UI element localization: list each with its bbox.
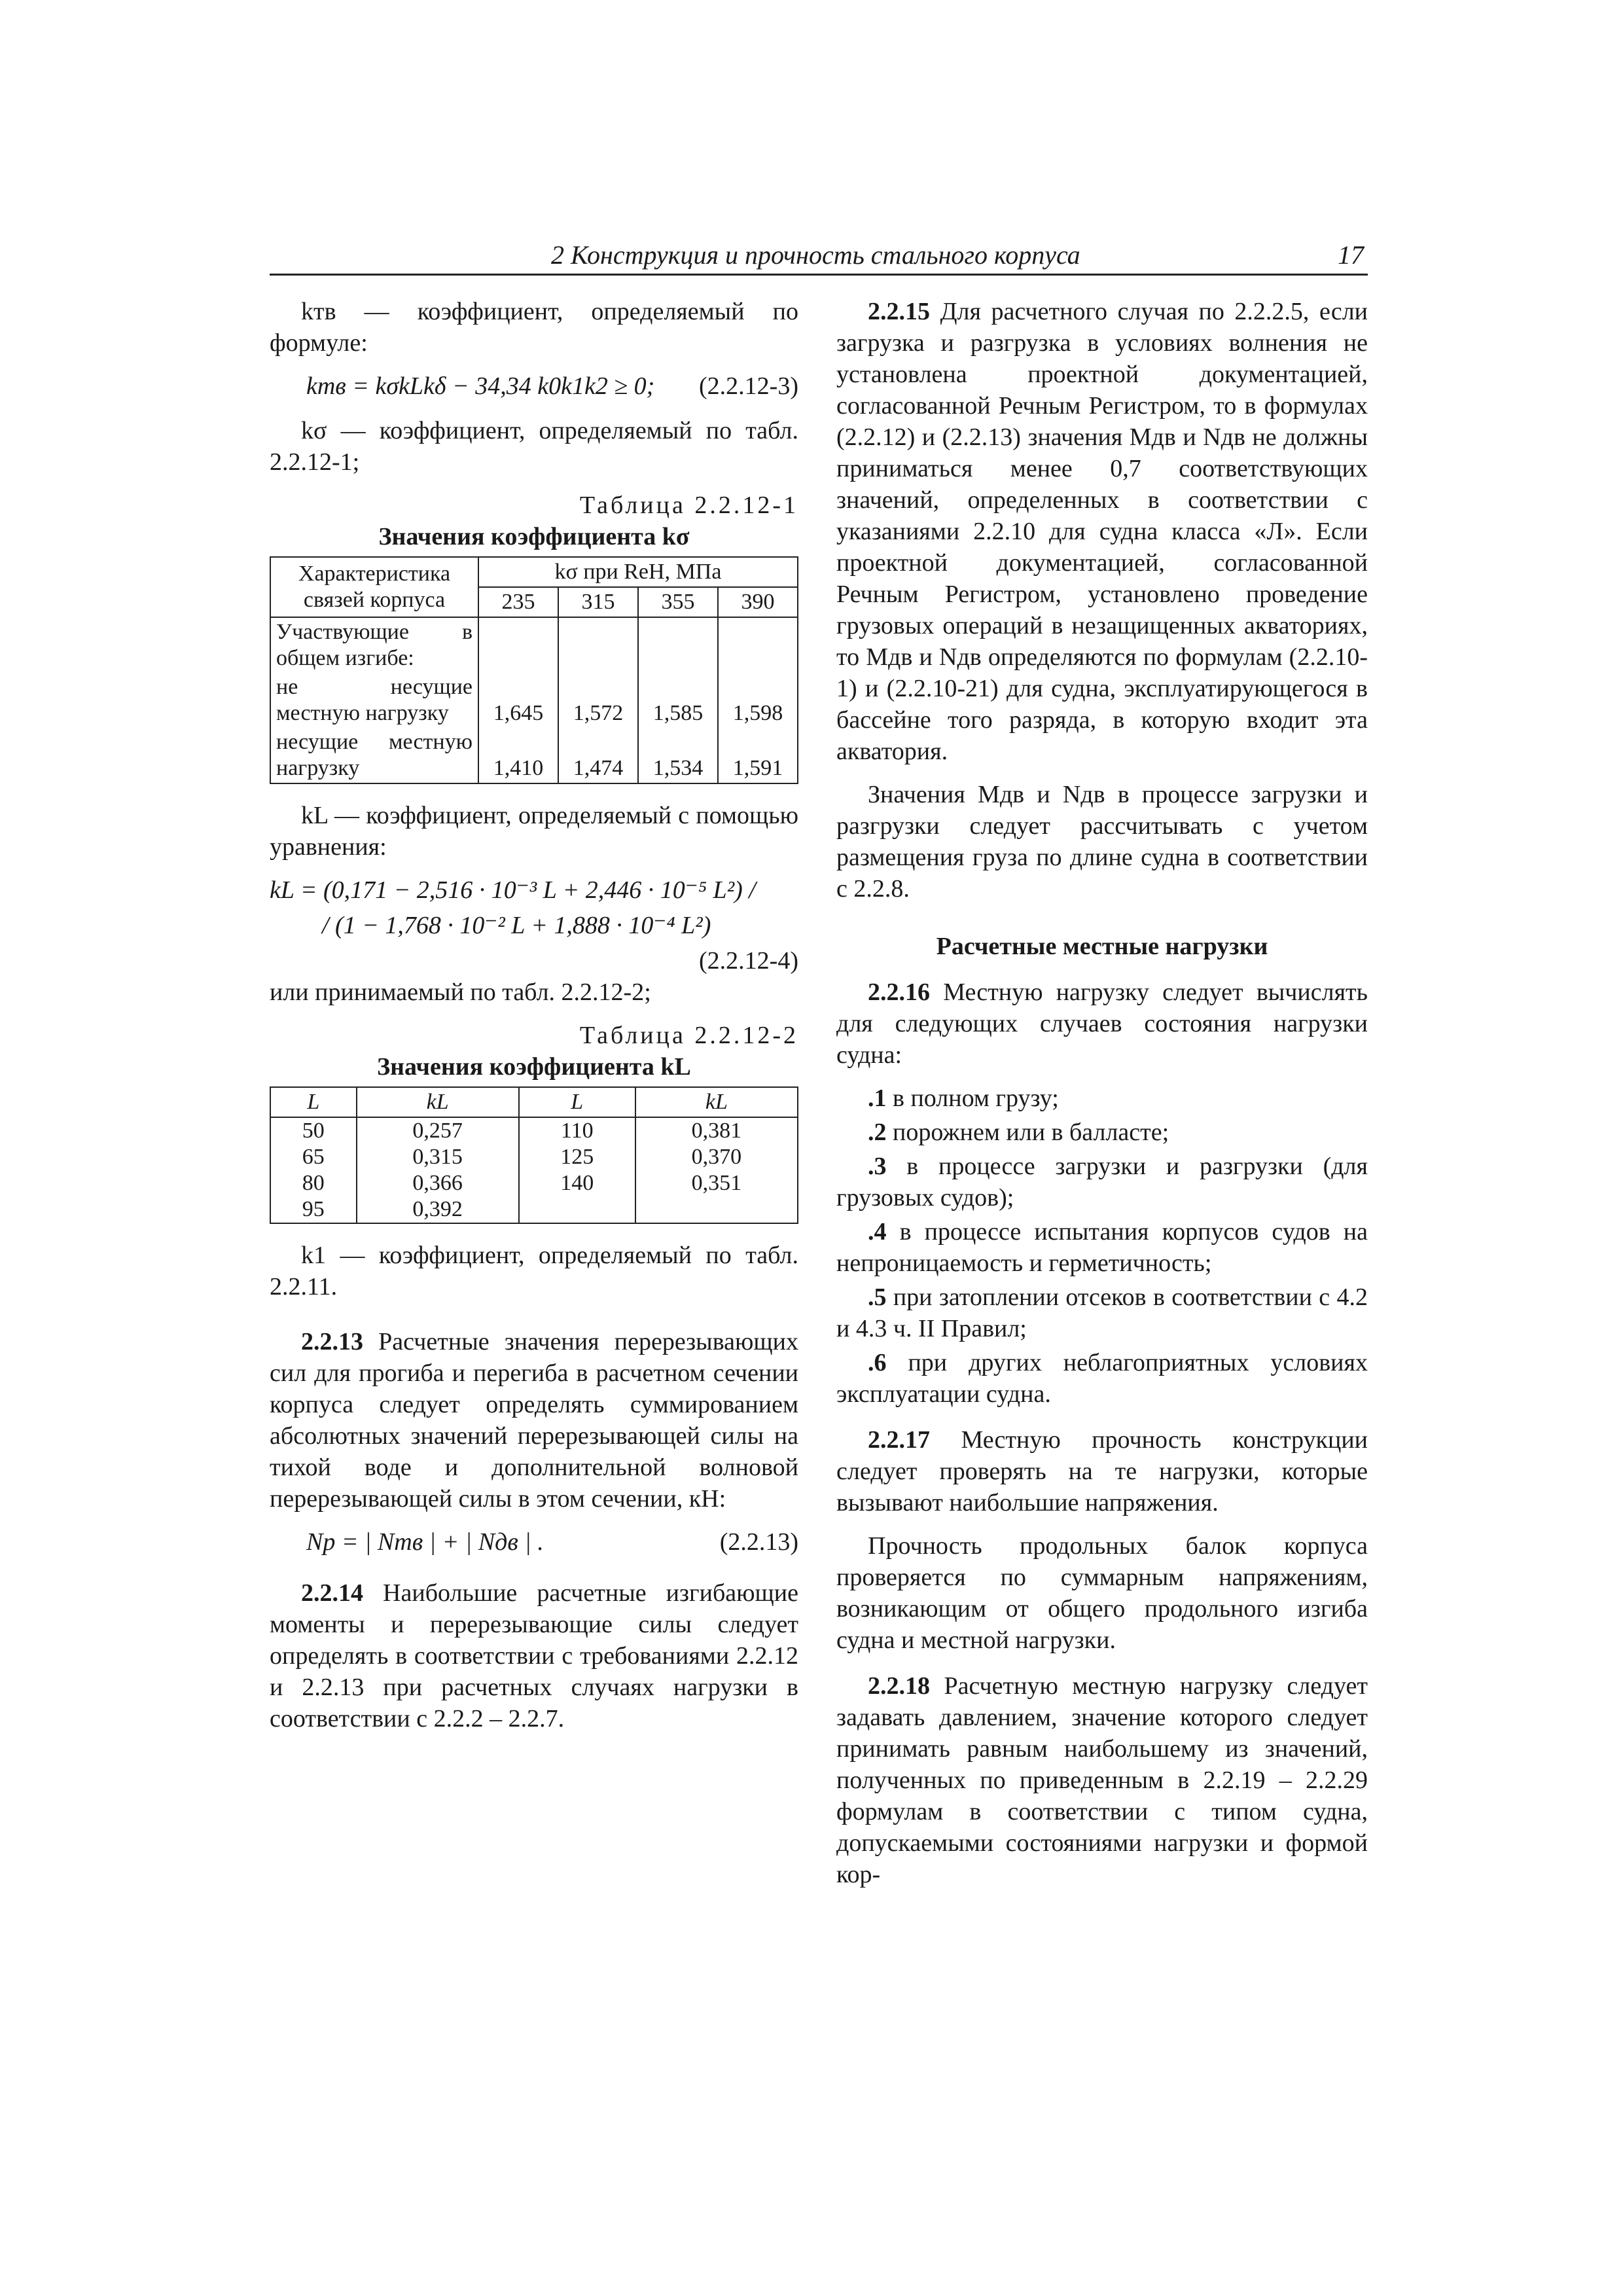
table-header-cell: 390 xyxy=(718,587,798,617)
table-cell: 1,591 xyxy=(718,728,798,783)
left-column xyxy=(270,296,798,1746)
table-cell: 50 xyxy=(270,1117,357,1144)
table-title-1: Значения коэффициента kσ xyxy=(378,523,690,550)
section-2-2-18: 2.2.18 Расчетную местную нагрузку следует задавать давлением, значение которого следует принимать равным наибольшему из значений, полученных по приведенным в 2.2.19 – 2.2.29 формулам в соответствии с типом судна, допускаемыми состояниями нагрузки и формой кор- xyxy=(836,1672,1368,1888)
section-2-2-17: 2.2.17 Местную прочность конструкции следует проверять на те нагрузки, которые вызывают наибольшие напряжения. xyxy=(836,1426,1368,1516)
table-header-cell: kL xyxy=(635,1087,798,1117)
table-row xyxy=(270,673,798,728)
table-cell: 0,257 xyxy=(357,1117,519,1144)
formula-2-2-12-4-line2: / (1 − 1,768 · 10⁻² L + 1,888 · 10⁻⁴ L²) xyxy=(322,912,711,939)
table-cell: не несущие местную нагрузку xyxy=(270,673,478,728)
table-cell: 1,474 xyxy=(558,728,638,783)
running-header xyxy=(270,240,1368,276)
list-item: .3 в процессе загрузки и разгрузки (для грузовых судов); xyxy=(836,1153,1368,1211)
table-cell: 1,534 xyxy=(638,728,718,783)
table-cell: 65 xyxy=(270,1144,357,1170)
paragraph-2-2-15-b: Значения Mдв и Nдв в процессе загрузки и разгрузки следует рассчитывать с учетом размещения груза по длине судна в соответствии с 2.2.8. xyxy=(836,781,1368,903)
table-row xyxy=(270,1170,798,1196)
paragraph-or: или принимаемый по табл. 2.2.12-2; xyxy=(270,978,651,1006)
chapter-title: 2 Конструкция и прочность стального корпуса xyxy=(551,240,1080,270)
table-cell: 0,315 xyxy=(357,1144,519,1170)
list-item: .1 в полном грузу; xyxy=(868,1085,1059,1112)
formula-2-2-12-3: kтв = kσkLkδ − 34,34 k0k1k2 ≥ 0; (2.2.12-3) xyxy=(306,372,798,400)
paragraph-2-2-17-b: Прочность продольных балок корпуса проверяется по суммарным напряжениям, возникающим от общего продольного изгиба судна и местной нагрузки. xyxy=(836,1532,1368,1654)
table-header-cell: L xyxy=(270,1087,357,1117)
formula-number: (2.2.12-4) xyxy=(699,947,798,975)
table-cell: 95 xyxy=(270,1196,357,1223)
table-cell: 80 xyxy=(270,1170,357,1196)
section-2-2-16: 2.2.16 Местную нагрузку следует вычислять для следующих случаев состояния нагрузки судна: xyxy=(836,978,1368,1069)
table-cell: 0,351 xyxy=(635,1170,798,1196)
table-header-cell: 315 xyxy=(558,587,638,617)
list-item: .4 в процессе испытания корпусов судов на непроницаемость и герметичность; xyxy=(836,1218,1368,1277)
table-caption-1: Таблица 2.2.12-1 xyxy=(579,492,798,519)
section-2-2-13: 2.2.13 Расчетные значения перерезывающих сил для прогиба и перегиба в расчетном сечении корпуса следует определять суммированием абсолютных значений перерезывающей силы на тихой воде и дополнительной волновой перерезывающей силы в этом сечении, кН: xyxy=(270,1328,798,1513)
table-row xyxy=(270,1117,798,1144)
table-cell: 1,585 xyxy=(638,673,718,728)
paragraph-ktv: kтв — коэффициент, определяемый по формуле: xyxy=(270,298,798,357)
table-ksigma xyxy=(270,556,798,784)
table-cell: 1,410 xyxy=(478,728,558,783)
table-header-cell: kσ при ReH, МПа xyxy=(478,557,798,587)
table-title-2: Значения коэффициента kL xyxy=(377,1053,691,1081)
table-caption-2: Таблица 2.2.12-2 xyxy=(579,1022,798,1049)
load-case-list xyxy=(836,1083,1368,1410)
table-cell xyxy=(635,1196,798,1223)
formula-2-2-12-4-line1: kL = (0,171 − 2,516 · 10⁻³ L + 2,446 · 10⁻⁵ L²) / xyxy=(270,876,756,904)
table-header-cell: 235 xyxy=(478,587,558,617)
formula-2-2-13: Np = | Nтв | + | Nдв | . (2.2.13) xyxy=(306,1528,798,1556)
table-cell: 125 xyxy=(519,1144,635,1170)
table-cell: 0,366 xyxy=(357,1170,519,1196)
paragraph-kl: kL — коэффициент, определяемый с помощью уравнения: xyxy=(270,802,798,861)
table-cell: несущие местную нагрузку xyxy=(270,728,478,783)
list-item: .6 при других неблагоприятных условиях эксплуатации судна. xyxy=(836,1349,1368,1408)
table-cell: 110 xyxy=(519,1117,635,1144)
table-kl xyxy=(270,1086,798,1224)
page-number: 17 xyxy=(1338,240,1364,270)
table-cell: 140 xyxy=(519,1170,635,1196)
table-cell: 1,572 xyxy=(558,673,638,728)
table-cell: 0,392 xyxy=(357,1196,519,1223)
list-item: .2 порожнем или в балласте; xyxy=(868,1119,1169,1146)
table-cell: Участвующие в общем изгибе: xyxy=(270,617,478,673)
table-row xyxy=(270,728,798,783)
paragraph-k1: k1 — коэффициент, определяемый по табл. 2.2.11. xyxy=(270,1242,798,1300)
section-2-2-14: 2.2.14 Наибольшие расчетные изгибающие моменты и перерезывающие силы следует определять в соответствии с требованиями 2.2.12 и 2.2.13 при расчетных случаях нагрузки в соответствии с 2.2.2 – 2.2.7. xyxy=(270,1579,798,1732)
table-cell: 1,645 xyxy=(478,673,558,728)
table-cell xyxy=(519,1196,635,1223)
table-header-cell: 355 xyxy=(638,587,718,617)
table-row xyxy=(270,1196,798,1223)
table-header-cell: kL xyxy=(357,1087,519,1117)
section-2-2-15: 2.2.15 Для расчетного случая по 2.2.2.5, если загрузка и разгрузка в условиях волнения не установлена проектной документацией, согласованной Речным Регистром, то в формулах (2.2.12) и (2.2.13) значения Mдв и Nдв не должны приниматься менее 0,7 соответствующих значений, определенных в соответствии с указаниями 2.2.10 для судна класса «Л». Если проектной документацией, согласованной Речным Регистром, установлено проведение грузовых операций в незащищенных акваториях, то Mдв и Nдв определяются по формулам (2.2.10-1) и (2.2.10-21) для судна, эксплуатирующегося в бассейне того разряда, в которую входит эта акватория. xyxy=(836,298,1368,765)
section-heading: Расчетные местные нагрузки xyxy=(936,933,1268,960)
list-item: .5 при затоплении отсеков в соответствии с 4.2 и 4.3 ч. II Правил; xyxy=(836,1283,1368,1342)
paragraph-ksigma: kσ — коэффициент, определяемый по табл. 2.2.12-1; xyxy=(270,417,798,476)
table-cell: 1,598 xyxy=(718,673,798,728)
table-header-cell: L xyxy=(519,1087,635,1117)
table-cell: 0,370 xyxy=(635,1144,798,1170)
table-cell: 0,381 xyxy=(635,1117,798,1144)
table-row xyxy=(270,1144,798,1170)
table-header-cell: Характеристика связей корпуса xyxy=(270,557,478,617)
right-column xyxy=(836,296,1368,1902)
